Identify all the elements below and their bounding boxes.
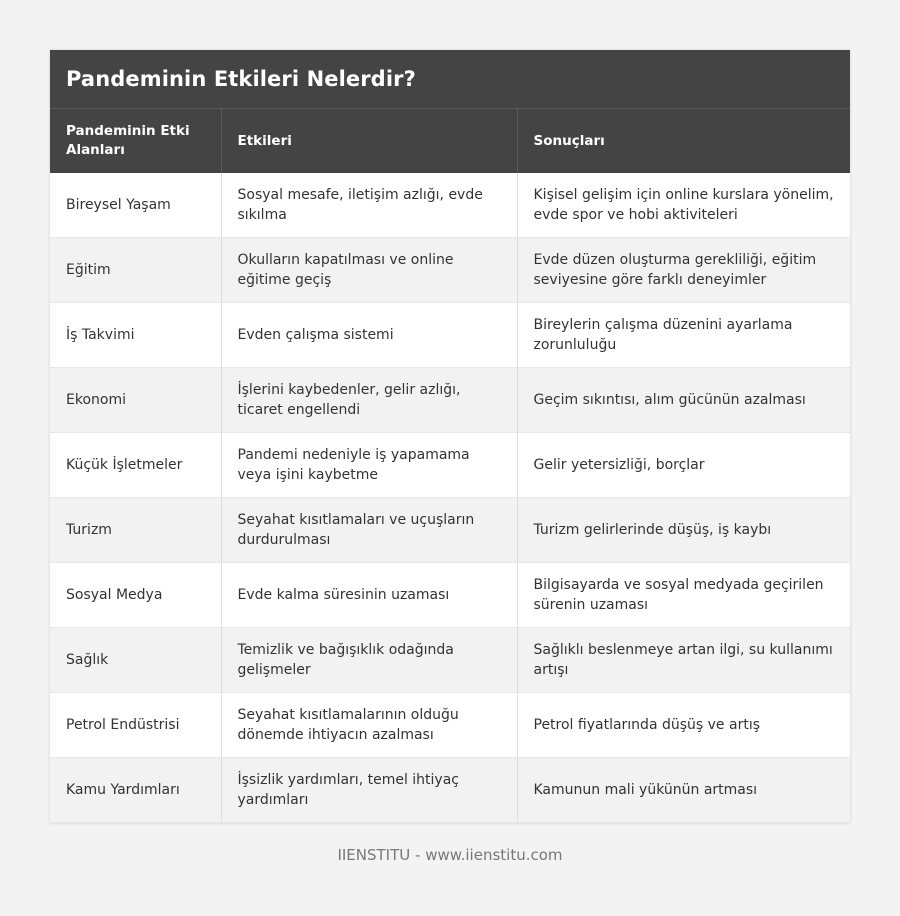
footer-credit: IIENSTITU - www.iienstitu.com bbox=[337, 846, 563, 864]
cell-result: Sağlıklı beslenmeye artan ilgi, su kullanımı artışı bbox=[517, 628, 850, 693]
cell-area: Petrol Endüstrisi bbox=[50, 693, 221, 758]
cell-effect: Seyahat kısıtlamaları ve uçuşların durdurulması bbox=[221, 498, 517, 563]
cell-effect: Sosyal mesafe, iletişim azlığı, evde sıkılma bbox=[221, 173, 517, 238]
cell-result: Geçim sıkıntısı, alım gücünün azalması bbox=[517, 368, 850, 433]
table-row bbox=[50, 693, 850, 758]
table-title: Pandeminin Etkileri Nelerdir? bbox=[66, 67, 416, 91]
cell-effect: İşsizlik yardımları, temel ihtiyaç yardımları bbox=[221, 758, 517, 823]
table-row bbox=[50, 368, 850, 433]
cell-area: Bireysel Yaşam bbox=[50, 173, 221, 238]
effects-table bbox=[50, 109, 850, 823]
table-row bbox=[50, 563, 850, 628]
cell-area: Küçük İşletmeler bbox=[50, 433, 221, 498]
table-body bbox=[50, 173, 850, 823]
cell-result: Gelir yetersizliği, borçlar bbox=[517, 433, 850, 498]
table-row bbox=[50, 433, 850, 498]
cell-result: Bilgisayarda ve sosyal medyada geçirilen sürenin uzaması bbox=[517, 563, 850, 628]
cell-result: Evde düzen oluşturma gerekliliği, eğitim seviyesine göre farklı deneyimler bbox=[517, 238, 850, 303]
table-row bbox=[50, 628, 850, 693]
cell-result: Bireylerin çalışma düzenini ayarlama zorunluluğu bbox=[517, 303, 850, 368]
cell-effect: İşlerini kaybedenler, gelir azlığı, ticaret engellendi bbox=[221, 368, 517, 433]
column-header-effects: Etkileri bbox=[221, 109, 517, 173]
cell-result: Turizm gelirlerinde düşüş, iş kaybı bbox=[517, 498, 850, 563]
cell-area: Eğitim bbox=[50, 238, 221, 303]
cell-effect: Seyahat kısıtlamalarının olduğu dönemde ihtiyacın azalması bbox=[221, 693, 517, 758]
cell-area: Sosyal Medya bbox=[50, 563, 221, 628]
cell-effect: Evde kalma süresinin uzaması bbox=[221, 563, 517, 628]
table-row bbox=[50, 303, 850, 368]
cell-area: Sağlık bbox=[50, 628, 221, 693]
header-row bbox=[50, 109, 850, 173]
table-row bbox=[50, 498, 850, 563]
table-row bbox=[50, 173, 850, 238]
table-row bbox=[50, 238, 850, 303]
table-title-bar bbox=[50, 50, 850, 109]
cell-effect: Okulların kapatılması ve online eğitime geçiş bbox=[221, 238, 517, 303]
cell-effect: Pandemi nedeniyle iş yapamama veya işini kaybetme bbox=[221, 433, 517, 498]
cell-result: Petrol fiyatlarında düşüş ve artış bbox=[517, 693, 850, 758]
cell-area: İş Takvimi bbox=[50, 303, 221, 368]
table-header bbox=[50, 109, 850, 173]
cell-effect: Temizlik ve bağışıklık odağında gelişmeler bbox=[221, 628, 517, 693]
cell-area: Kamu Yardımları bbox=[50, 758, 221, 823]
cell-result: Kamunun mali yükünün artması bbox=[517, 758, 850, 823]
cell-effect: Evden çalışma sistemi bbox=[221, 303, 517, 368]
cell-area: Ekonomi bbox=[50, 368, 221, 433]
column-header-results: Sonuçları bbox=[517, 109, 850, 173]
cell-area: Turizm bbox=[50, 498, 221, 563]
table-card bbox=[50, 50, 850, 823]
column-header-areas: Pandeminin Etki Alanları bbox=[50, 109, 221, 173]
table-row bbox=[50, 758, 850, 823]
cell-result: Kişisel gelişim için online kurslara yönelim, evde spor ve hobi aktiviteleri bbox=[517, 173, 850, 238]
